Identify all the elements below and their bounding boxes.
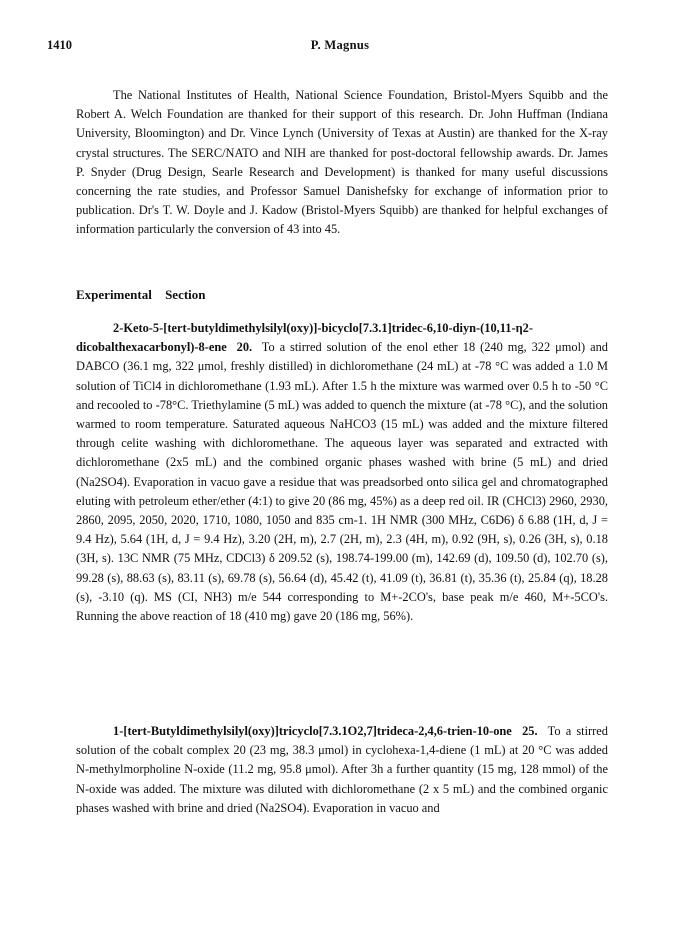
compound-name: 1-[tert-Butyldimethylsilyl(oxy)]tricyclo[7.3.1O2,7]trideca-2,4,6-trien-10-one — [113, 724, 512, 738]
procedure-paragraph — [76, 722, 608, 818]
procedure-text: To a stirred solution of the cobalt complex 20 (23 mg, 38.3 μmol) in cyclohexa-1,4-diene (1 mL) at 20 °C was added N-methylmorpholine N-oxide (11.2 mg, 95.8 μmol). After 3h a further quantity (15 mg, 128 mmol) of the N-oxide was added. The mixture was diluted with dichloromethane (2 x 5 mL) and the combined organic phases washed with brine and dried (Na2SO4). Evaporation in vacuo and — [76, 724, 608, 815]
acknowledgements-section — [76, 86, 608, 240]
page-number: 1410 — [47, 38, 72, 52]
procedure-paragraph — [76, 319, 608, 626]
procedure-text: To a stirred solution of the enol ether 18 (240 mg, 322 μmol) and DABCO (36.1 mg, 322 μmol, freshly distilled) in dichloromethane (24 mL) at -78 °C was added a 1.0 M solution of TiCl4 in dichloromethane (1.93 mL). After 1.5 h the mixture was warmed over 0.5 h to -50 °C and recooled to -78°C. Triethylamine (5 mL) was added to quench the mixture (at -78 °C), and the solution warmed to room temperature. Saturated aqueous NaHCO3 (15 mL) was added and the mixture filtered through celite washing with dichloromethane. The aqueous layer was separated and extracted with dichloromethane (2x5 mL) and the combined organic phases washed with brine (5 mL) and dried (Na2SO4). Evaporation in vacuo gave a residue that was preadsorbed onto silica gel and chromatographed eluting with petroleum ether/ether (4:1) to give 20 (86 mg, 45%) as a deep red oil. IR (CHCl3) 2960, 2930, 2860, 2095, 2050, 2020, 1710, 1080, 1050 and 835 cm-1. 1H NMR (300 MHz, C6D6) δ 6.88 (1H, d, J = 9.4 Hz), 5.64 (1H, d, J = 9.4 Hz), 3.20 (2H, m), 2.7 (2H, m), 2.3 (4H, m), 0.92 (9H, s), 0.26 (3H, s), 0.18 (3H, s). 13C NMR (75 MHz, CDCl3) δ 209.52 (s), 198.74-199.00 (m), 142.69 (d), 109.50 (d), 102.70 (s), 99.28 (s), 88.63 (s), 83.11 (s), 69.78 (s), 56.64 (d), 45.42 (t), 41.09 (t), 36.81 (t), 35.36 (t), 25.84 (q), 18.28 (s), -3.10 (q). MS (CI, NH3) m/e 544 corresponding to M+-2CO's, base peak m/e 460, M+-5CO's. Running the above reaction of 18 (410 mg) gave 20 (186 mg, 56%). — [76, 340, 608, 624]
compound-number: 20. — [236, 340, 253, 355]
page-header — [47, 38, 633, 56]
compound-number: 25. — [522, 724, 538, 738]
section-heading: Experimental Section — [76, 287, 206, 302]
compound-name: 2-Keto-5-[tert-butyldimethylsilyl(oxy)]-bicyclo[7.3.1]tridec-6,10-diyn-(10,11-η2-dicobalthexacarbonyl)-8-ene — [76, 321, 533, 355]
procedure-compound-25 — [76, 722, 608, 818]
running-head: P. Magnus — [310, 38, 370, 52]
acknowledgements-paragraph: The National Institutes of Health, National Science Foundation, Bristol-Myers Squibb and the Robert A. Welch Foundation are thanked for their support of this research. Dr. John Huffman (Indiana University, Bloomington) and Dr. Vince Lynch (University of Texas at Austin) are thanked for the X-ray crystal structures. The SERC/NATO and NIH are thanked for post-doctoral fellowship awards. Dr. James P. Snyder (Drug Design, Searle Research and Development) is thanked for many useful discussions concerning the rate studies, and Professor Samuel Danishefsky for exchange of information prior to publication. Dr's T. W. Doyle and J. Kadow (Bristol-Myers Squibb) are thanked for helpful exchanges of information particularly the conversion of 43 into 45. — [76, 88, 608, 237]
procedure-compound-20 — [76, 319, 608, 626]
